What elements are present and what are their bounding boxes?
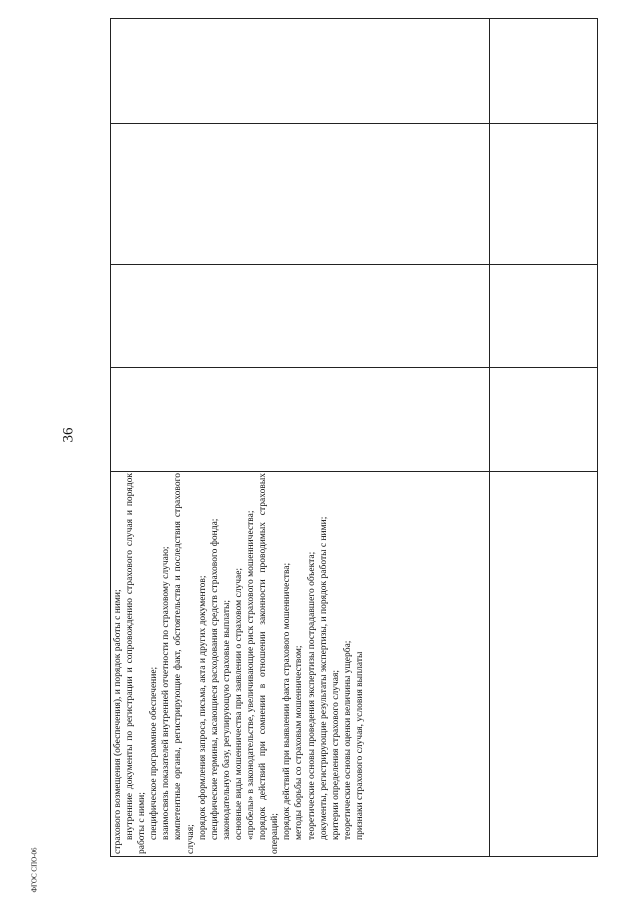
content-line: взаимосвязь показателей внутренней отчетности по страховому случаю; [161, 546, 172, 840]
content-line: критерии определения страхового случая; [330, 670, 341, 840]
footer-code [12, 847, 39, 893]
table-column-divider [111, 264, 597, 265]
content-line: теоретические основы оценки величины ущерба; [342, 640, 353, 840]
content-line: страхового возмещения (обеспечения), и порядок работы с ними; [113, 589, 123, 854]
content-line: методы борьбы со страховым мошенничеством; [294, 645, 305, 840]
table-column-divider [111, 123, 597, 124]
content-line: законодательную базу, регулирующую страховые выплаты; [221, 599, 232, 840]
content-line: теоретические основы проведения экспертизы пострадавшего объекта; [306, 551, 317, 840]
content-line: документы, регистрирующие результаты экспертизы, и порядок работы с ними; [318, 516, 329, 840]
content-line: специфические термины, касающиеся расходования средств страхового фонда; [209, 518, 220, 840]
content-line: основные виды мошенничества при заявлении о страховом случае; [233, 567, 244, 840]
table-cell-knowledge [110, 470, 588, 857]
content-line: порядок оформления запроса, письма, акта и других документов; [197, 575, 208, 840]
content-line: внутренние документы по регистрации и сопровождению страхового случая и порядок работы с ними; [125, 473, 148, 854]
content-line: «пробелы» в законодательстве, увеличивающие риск страхового мошенничества; [246, 510, 257, 840]
content-line: признаки страхового случая, условия выплаты [354, 651, 365, 840]
footer-code-text: ФГОС СПО-06 [30, 847, 39, 893]
content-line: порядок действий при выявлении факта страхового мошенничества; [282, 562, 293, 840]
page-number [58, 425, 78, 445]
cell-text-block [110, 470, 588, 857]
table-column-divider [111, 367, 597, 368]
page-number-text: 36 [60, 427, 76, 443]
content-line: компетентные органы, регистрирующие факт, обстоятельства и последствия страхового случая; [173, 473, 196, 854]
content-line: специфическое программное обеспечение; [149, 666, 160, 840]
content-line: порядок действий при сомнении в отношении законности проводимых страховых операций; [258, 473, 281, 854]
